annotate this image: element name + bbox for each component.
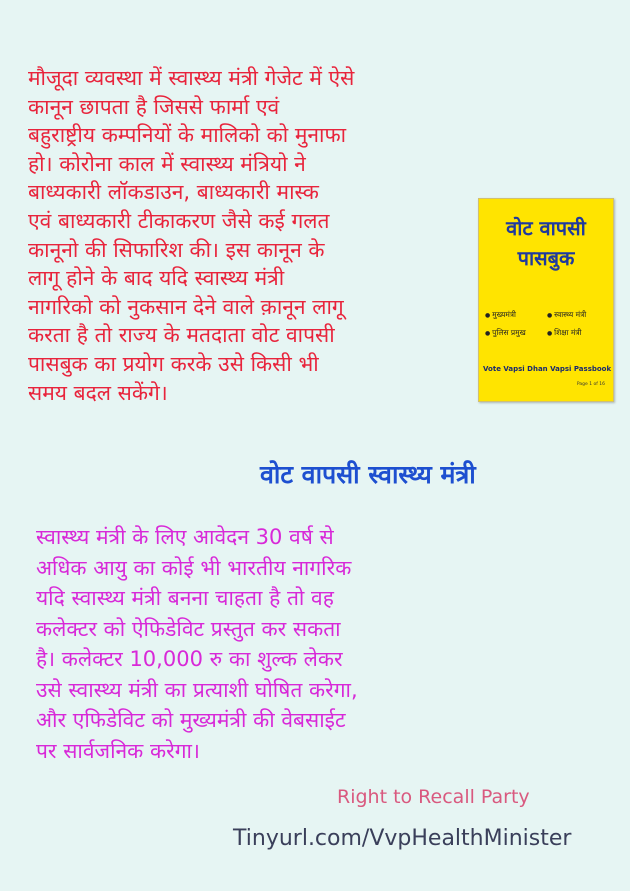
passbook-footer: Vote Vapsi Dhan Vapsi Passbook xyxy=(483,365,612,373)
intro-paragraph: मौजूदा व्यवस्था में स्वास्थ्य मंत्री गेजेट में ऐसे कानून छापता है जिससे फार्मा एवं बहुराष्ट्रीय कम्पनियों के मालिको को मुनाफा हो। कोरोना काल में स्वास्थ्य मंत्रियो ने बाध्यकारी लॉकडाउन, बाध्यकारी मास्क एवं बाध्यकारी टीकाकरण जैसे कई गलत कानूनो की सिफारिश की। इस कानून के लागू होने के बाद यदि स्वास्थ्य मंत्री नागरिको को नुकसान देने वाले क़ानून लागू करता है तो राज्य के मतदाता वोट वापसी पासबुक का प्रयोग करके उसे किसी भी समय बदल सकेंगे। xyxy=(28,66,355,405)
application-paragraph: स्वास्थ्य मंत्री के लिए आवेदन 30 वर्ष से अधिक आयु का कोई भी भारतीय नागरिक यदि स्वास्थ्य मंत्री बनना चाहता है तो वह कलेक्टर को ऐफिडेविट प्रस्तुत कर सकता है। कलेक्टर 10,000 रु का शुल्क लेकर उसे स्वास्थ्य मंत्री का प्रत्याशी घोषित करेगा, और एफिडेविट को मुख्यमंत्री की वेबसाईट पर सार्वजनिक करेगा। xyxy=(36,525,358,763)
passbook-title: वोट वापसी पासबुक xyxy=(506,216,586,270)
passbook-role: ● पुलिस प्रमुख xyxy=(485,327,547,339)
source-url: Tinyurl.com/VvpHealthMinister xyxy=(233,826,572,851)
passbook-page-number: Page 1 of 16 xyxy=(576,382,605,387)
passbook-role-list xyxy=(485,309,609,339)
passbook-role: ● स्वास्थ्य मंत्री xyxy=(547,309,609,321)
passbook-role: ● मुख्यमंत्री xyxy=(485,309,547,321)
party-name: Right to Recall Party xyxy=(337,786,530,808)
passbook-role: ● शिक्षा मंत्री xyxy=(547,327,609,339)
passbook-cover-image xyxy=(478,198,614,402)
section-heading: वोट वापसी स्वास्थ्य मंत्री xyxy=(260,460,476,489)
